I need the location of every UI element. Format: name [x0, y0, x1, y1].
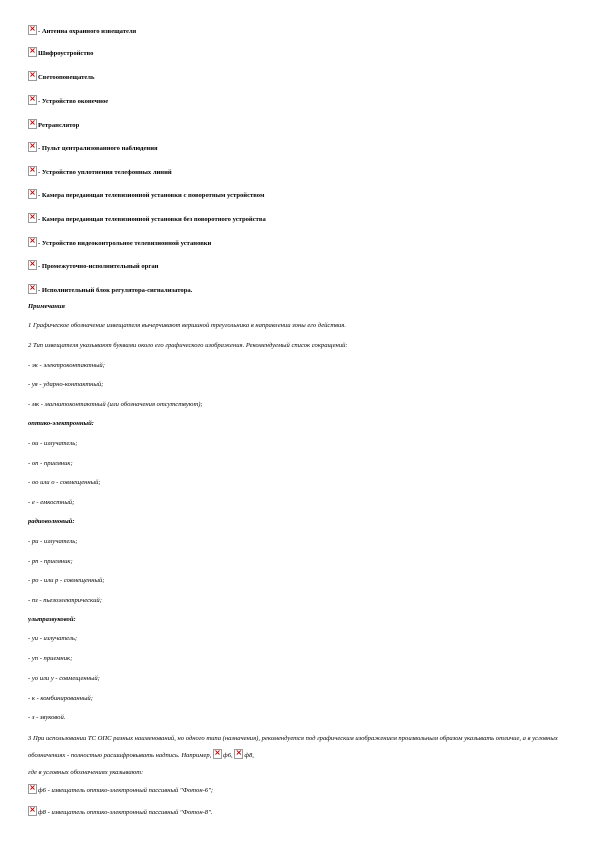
- note-1: 1 Графическое обозначение извещателя вычерчивают вершиной треугольника в направлении зоны его действия.: [28, 322, 346, 329]
- symbol-label: Ретранслятор: [38, 122, 80, 129]
- broken-image-icon: [28, 784, 37, 794]
- broken-image-icon: [28, 284, 37, 294]
- abbr-group-title: ультразвуковой:: [28, 616, 76, 623]
- symbol-row-antenna: [28, 25, 575, 36]
- broken-image-icon: [28, 119, 37, 129]
- abbr-item: - оо или о - совмещенный;: [28, 479, 101, 486]
- abbr-item: - эк - электроконтактный;: [28, 362, 105, 369]
- symbol-row-video-monitor: [28, 237, 575, 248]
- symbol-label: - Промежуточно-исполнительный орган: [38, 263, 159, 270]
- symbol-row-regulator-block: [28, 284, 575, 295]
- abbr-item: - оп - приемник;: [28, 460, 73, 467]
- broken-image-icon: [28, 47, 37, 57]
- note-3-continuation: где в условных обозначениях указывают:: [28, 769, 144, 776]
- broken-image-icon: [28, 166, 37, 176]
- symbol-label: - Устройство видеоконтрольное телевизионной установки: [38, 240, 212, 247]
- abbr-item: - уп - приемник;: [28, 655, 73, 662]
- symbol-row-repeater: [28, 119, 575, 130]
- broken-image-icon: [234, 749, 243, 759]
- symbol-label: Светооповещатель: [38, 74, 95, 81]
- note-3: [28, 730, 575, 781]
- example-row: [28, 806, 575, 817]
- abbr-group-title: оптико-электронный:: [28, 420, 94, 427]
- symbol-row-line-multiplexer: [28, 166, 575, 177]
- symbol-label: - Устройство оконечное: [38, 98, 109, 105]
- abbr-group-title: радиоволновый:: [28, 518, 75, 525]
- abbr-item: - пз - пьезоэлектрический;: [28, 597, 102, 604]
- broken-image-icon: [28, 189, 37, 199]
- abbr-item: - уи - излучатель;: [28, 635, 78, 642]
- broken-image-icon: [28, 142, 37, 152]
- abbr-item: - з - звуковой.: [28, 714, 66, 721]
- symbol-row-cipher: [28, 47, 575, 58]
- abbr-item: - ри - излучатель;: [28, 538, 78, 545]
- broken-image-icon: [28, 25, 37, 35]
- symbol-label: - Камера передающая телевизионной установки с поворотным устройством: [38, 192, 265, 199]
- symbol-row-camera-ptz: [28, 189, 575, 200]
- abbr-item: - рп - приемник;: [28, 558, 73, 565]
- broken-image-icon: [28, 260, 37, 270]
- abbr-item: - ро - или р - совмещенный;: [28, 577, 105, 584]
- note-3-code: ф8,: [244, 752, 254, 759]
- abbr-item: - ои - излучатель;: [28, 440, 78, 447]
- broken-image-icon: [28, 806, 37, 816]
- abbr-item: - мк - магнитоконтактный (или обозначения отсутствуют);: [28, 401, 203, 408]
- symbol-row-terminal-device: [28, 95, 575, 106]
- example-label: ф8 - извещатель оптико-электронный пассивный "Фотон-8".: [38, 809, 213, 816]
- note-2: 2 Тип извещателя указывают буквами около его графического изображения. Рекомендуемый список сокращений:: [28, 342, 348, 349]
- symbol-row-monitoring-console: [28, 142, 575, 153]
- abbr-item: - уя - ударно-контактный;: [28, 381, 104, 388]
- abbr-item: - к - комбинированный;: [28, 695, 93, 702]
- notes-heading: Примечания: [28, 303, 65, 310]
- example-label: ф6 - извещатель оптико-электронный пассивный "Фотон-6";: [38, 787, 214, 794]
- abbr-item: - е - емкостный;: [28, 499, 75, 506]
- symbol-label: Шифроустройство: [38, 50, 94, 57]
- broken-image-icon: [28, 213, 37, 223]
- example-row: [28, 784, 575, 795]
- broken-image-icon: [213, 749, 222, 759]
- symbol-label: - Антенна охранного извещателя: [38, 28, 137, 35]
- abbr-item: - уо или у - совмещенный;: [28, 675, 100, 682]
- symbol-row-camera-fixed: [28, 213, 575, 224]
- symbol-row-intermediate-actuator: [28, 260, 575, 271]
- symbol-label: - Камера передающая телевизионной установки без поворотного устройства: [38, 216, 266, 223]
- broken-image-icon: [28, 237, 37, 247]
- broken-image-icon: [28, 95, 37, 105]
- broken-image-icon: [28, 71, 37, 81]
- note-3-code: ф6,: [223, 752, 233, 759]
- note-3-text: 3 При использовании ТС ОПС разных наименований, но одного типа (назначения), рекомендуется под графическим изображением произвольным образом указывать отличие, а в условных обозначениях - полностью расшифровывать надпись. Например,: [28, 735, 558, 759]
- symbol-label: - Пульт централизованного наблюдения: [38, 145, 158, 152]
- symbol-label: - Устройство уплотнения телефонных линий: [38, 169, 172, 176]
- symbol-row-light-alarm: [28, 71, 575, 82]
- symbol-label: - Исполнительный блок регулятора-сигнализатора.: [38, 287, 193, 294]
